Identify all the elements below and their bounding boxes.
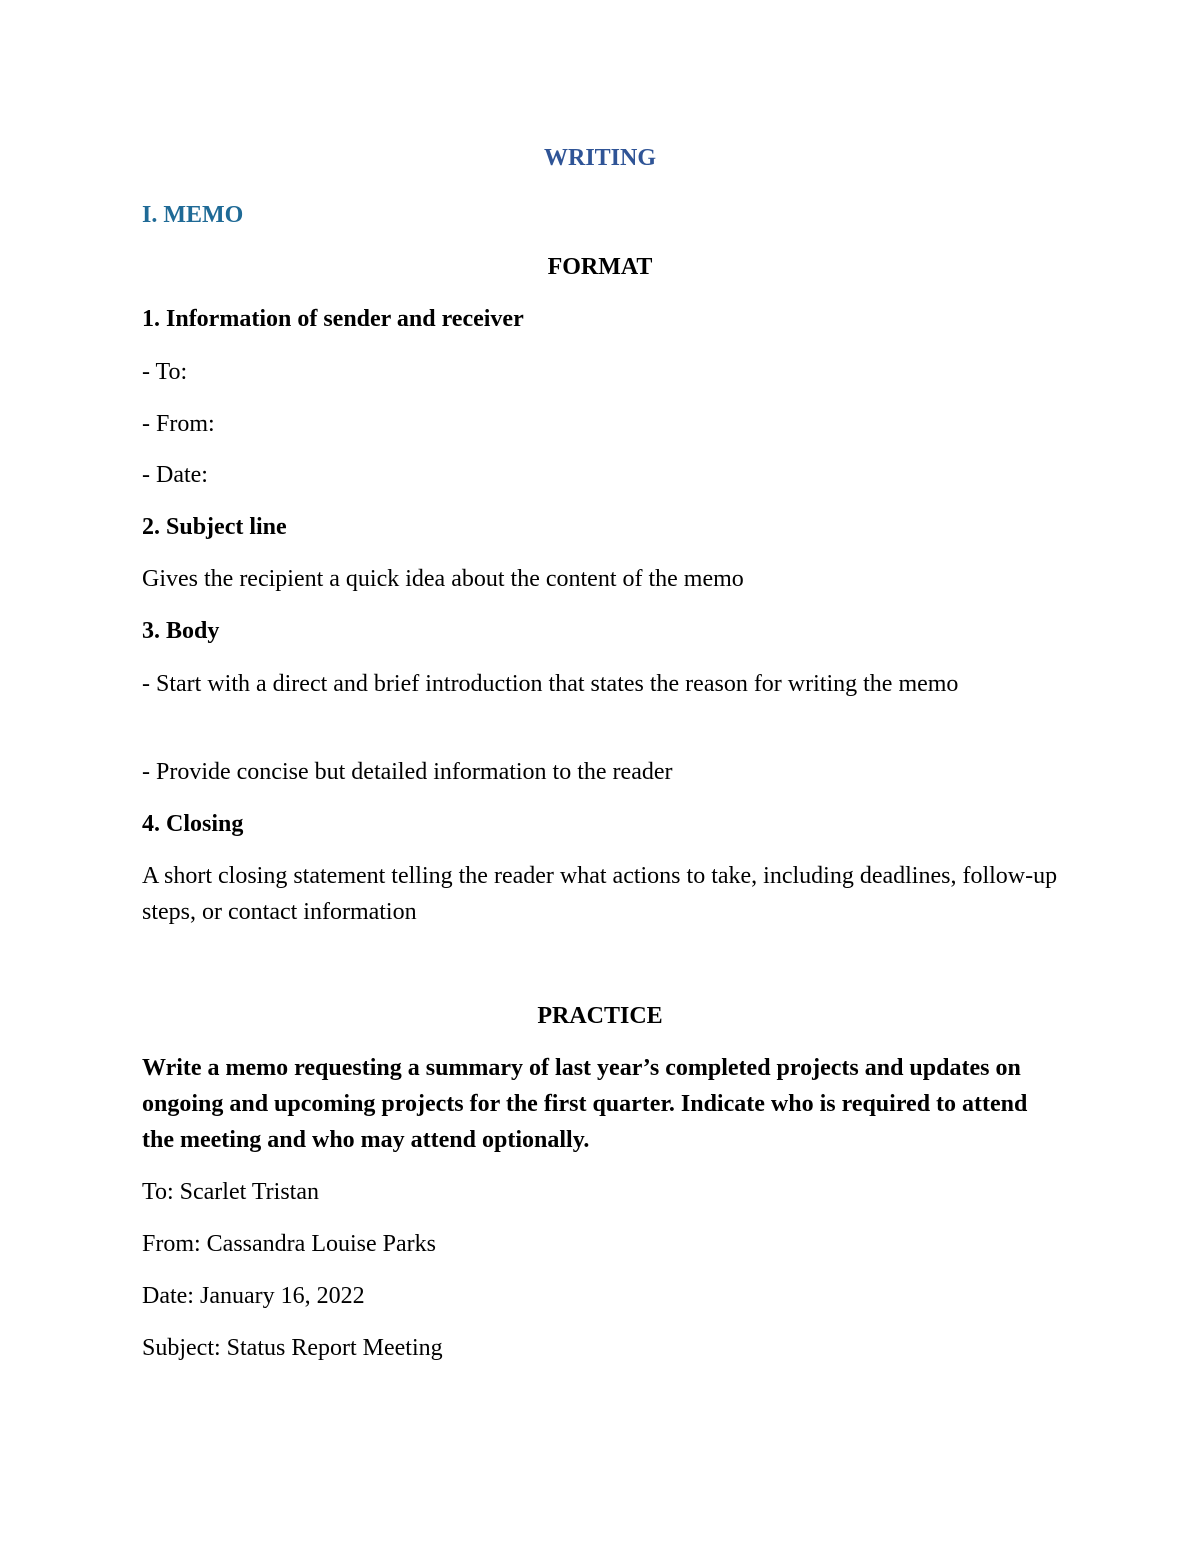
- memo-from: From: Cassandra Louise Parks: [142, 1231, 436, 1257]
- info-field-date: - Date:: [142, 462, 208, 488]
- memo-date: Date: January 16, 2022: [142, 1283, 365, 1309]
- memo-to: To: Scarlet Tristan: [142, 1179, 319, 1205]
- body-point-1: - Start with a direct and brief introduction that states the reason for writing the memo: [142, 671, 959, 697]
- body-point-2: - Provide concise but detailed information to the reader: [142, 759, 673, 785]
- practice-prompt: Write a memo requesting a summary of last year’s completed projects and updates on ongoing and upcoming projects for the first quarter. Indicate who is required to attend the meeting and who may attend optionally.: [142, 1055, 1028, 1153]
- format-heading: FORMAT: [547, 254, 653, 280]
- memo-subject: Subject: Status Report Meeting: [142, 1335, 443, 1361]
- subject-description: Gives the recipient a quick idea about the content of the memo: [142, 566, 744, 592]
- format-item-heading-3: 3. Body: [142, 618, 220, 644]
- info-field-to: - To:: [142, 359, 188, 385]
- closing-description: A short closing statement telling the reader what actions to take, including deadlines, follow-up steps, or contact information: [142, 863, 1058, 925]
- section-heading: I. MEMO: [142, 202, 244, 228]
- format-item-heading-4: 4. Closing: [142, 811, 244, 837]
- info-field-from: - From:: [142, 411, 215, 437]
- format-item-heading-2: 2. Subject line: [142, 514, 287, 540]
- practice-heading: PRACTICE: [537, 1003, 663, 1029]
- format-item-heading-1: 1. Information of sender and receiver: [142, 306, 524, 332]
- document-title: WRITING: [543, 145, 657, 171]
